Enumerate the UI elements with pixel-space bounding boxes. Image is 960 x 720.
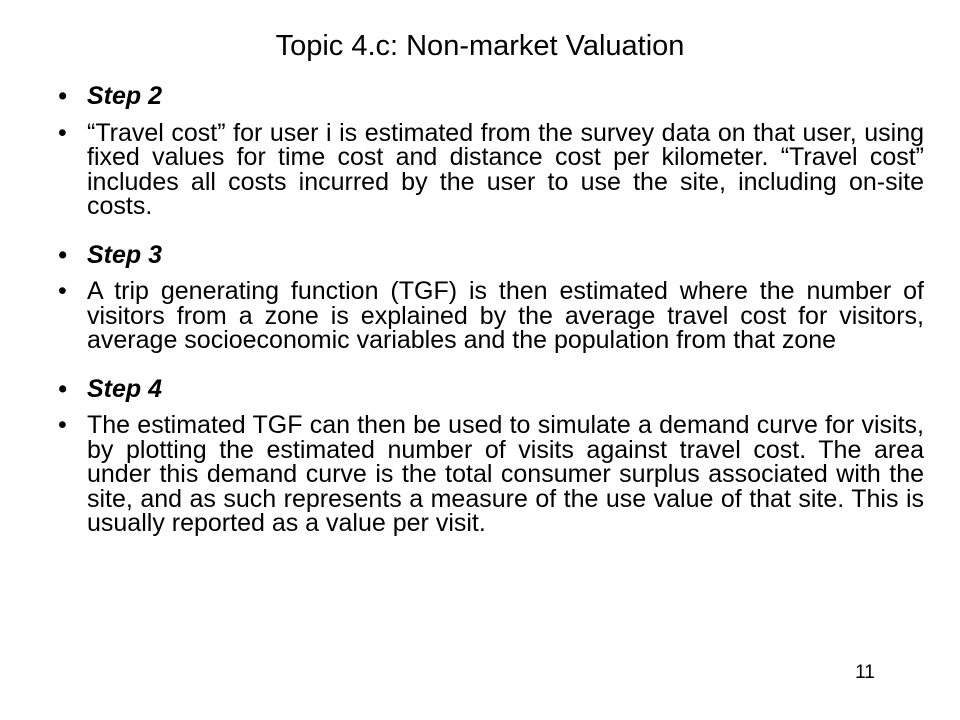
- step-heading: Step 4: [87, 374, 163, 403]
- bullet-icon: •: [58, 374, 67, 403]
- bullet-icon: •: [58, 411, 67, 439]
- list-item: [58, 279, 924, 353]
- list-item: [58, 84, 924, 109]
- step-heading: Step 3: [87, 240, 163, 269]
- page-number: 11: [855, 662, 875, 683]
- bullet-list: [58, 84, 924, 536]
- step-description: The estimated TGF can then be used to simulate a demand curve for visits, by plotting the estimated number of visits against travel cost. The area under this demand curve is the total consumer surplus associated with the site, and as such represents a measure of the use value of that site. This is usually reported as a value per visit.: [87, 411, 924, 537]
- bullet-icon: •: [58, 277, 67, 305]
- step-heading: Step 2: [87, 82, 163, 110]
- bullet-icon: •: [58, 240, 67, 269]
- bullet-icon: •: [58, 82, 67, 110]
- list-item: [58, 413, 924, 536]
- list-item: [58, 374, 924, 403]
- list-item: [58, 118, 924, 220]
- bullet-icon: •: [58, 118, 67, 147]
- slide-title: Topic 4.c: Non-market Valuation: [275, 30, 685, 62]
- list-item: [58, 240, 924, 269]
- step-description: “Travel cost” for user i is estimated from the survey data on that user, using fixed values for time cost and distance cost per kilometer. “Travel cost” includes all costs incurred by the user to use the site, including on-site costs.: [87, 118, 924, 220]
- step-description: A trip generating function (TGF) is then estimated where the number of visitors from a zone is explained by the average travel cost for visitors, average socioeconomic variables and the population from that zone: [87, 277, 924, 354]
